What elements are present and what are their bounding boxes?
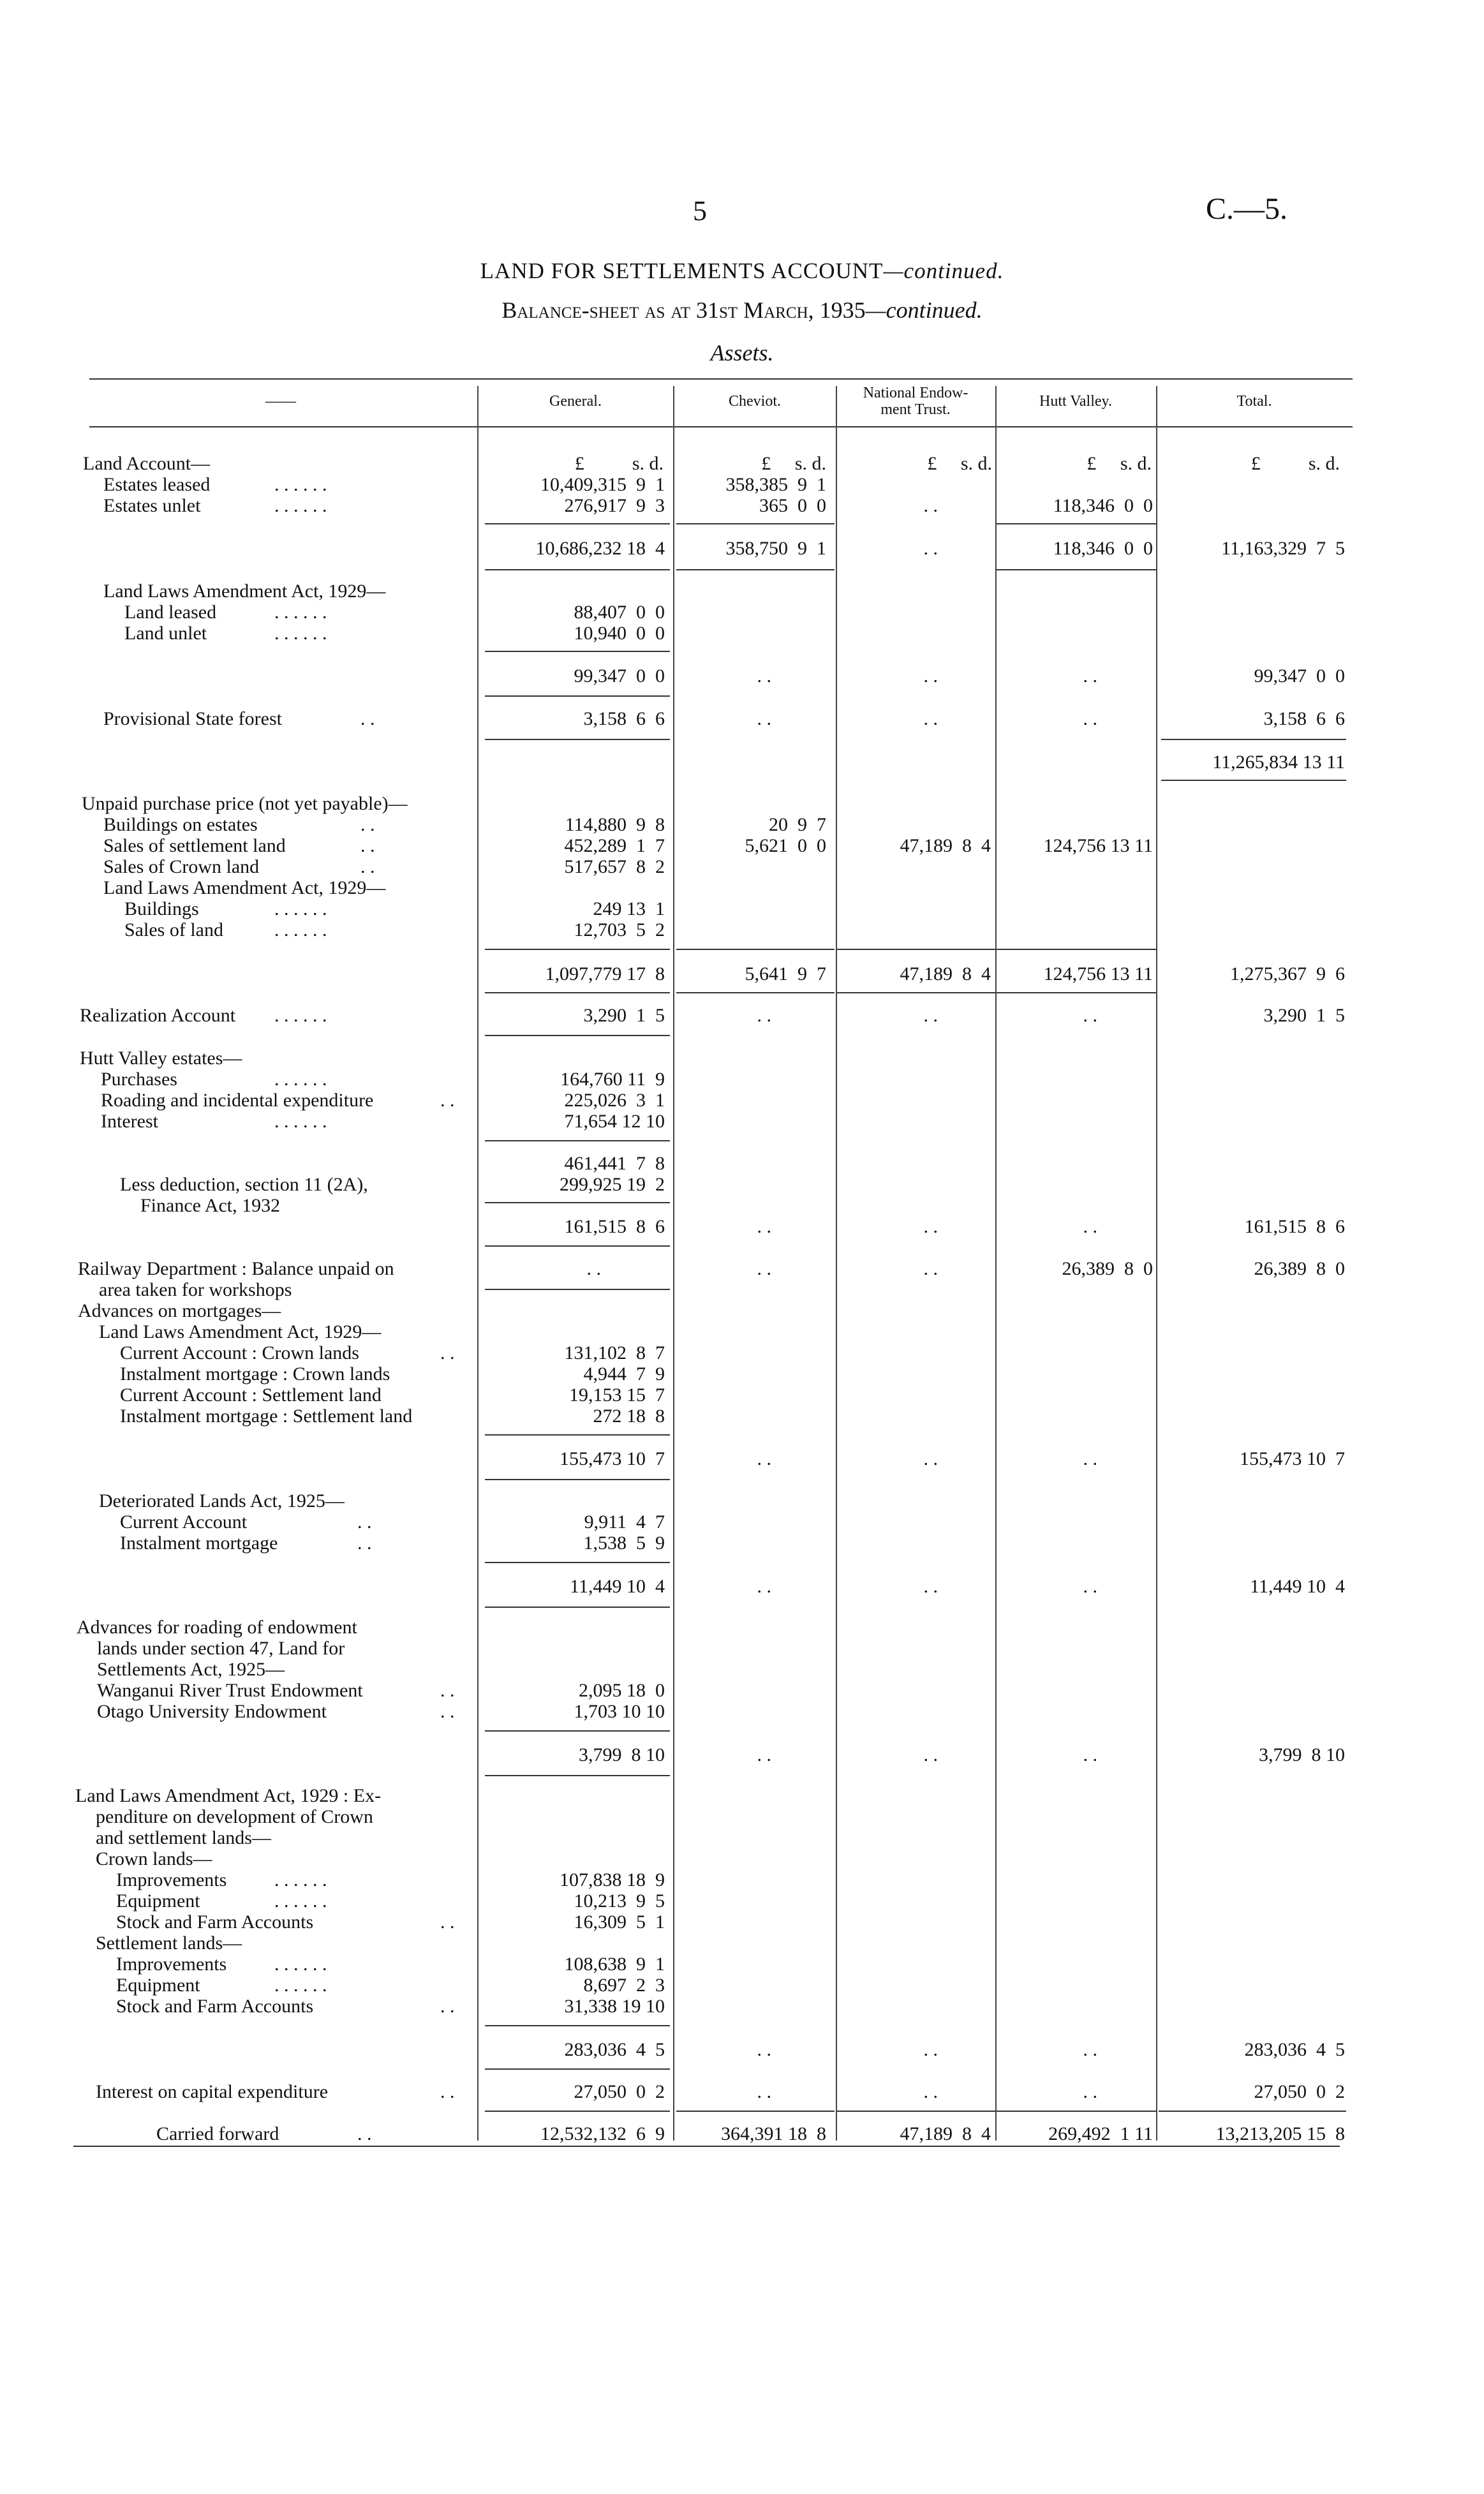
header-top-rule (89, 378, 1353, 380)
rule (997, 949, 1156, 950)
leader-dots: . . (360, 835, 375, 856)
title-sub (0, 297, 1484, 323)
hutt-mortgage: . . (1083, 1448, 1097, 1469)
cur-pound: £ (574, 453, 584, 474)
general-dev-sub: 283,036 4 5 (564, 2039, 665, 2060)
total-det-sub: 11,449 10 4 (1250, 1576, 1345, 1597)
rule (997, 992, 1156, 993)
label-improvements2: Improvements (116, 1954, 227, 1975)
title-sub-text: Balance-sheet as at 31st March, 1935 (501, 297, 866, 323)
label-adv-roading-2: lands under section 47, Land for (97, 1638, 345, 1659)
general-det-im: 1,538 5 9 (583, 1533, 665, 1554)
rule (485, 523, 670, 524)
label-realization: Realization Account (80, 1005, 236, 1026)
label-current-account: Current Account (120, 1511, 248, 1533)
general-railway: . . (586, 1258, 601, 1279)
cur-d: d. (812, 453, 826, 474)
cheviot-estates-unlet: 365 0 0 (759, 495, 826, 516)
leader-dots: . . (440, 1342, 455, 1363)
label-less-deduction-2: Finance Act, 1932 (140, 1195, 281, 1216)
national-unpaid-sub: 47,189 8 4 (900, 963, 991, 984)
general-carried-forward: 12,532,132 6 9 (540, 2123, 665, 2144)
label-equipment2: Equipment (116, 1975, 200, 1996)
label-interest: Interest (101, 1111, 158, 1132)
label-carried-forward: Carried forward (156, 2123, 279, 2144)
leader-dots: . . . . . . (274, 919, 327, 940)
rule (485, 1479, 670, 1480)
label-crown-lands: Crown lands— (96, 1848, 212, 1869)
general-det-ca: 9,911 4 7 (584, 1511, 665, 1533)
leader-dots: . . . . . . (274, 602, 327, 623)
general-im-crown: 4,944 7 9 (583, 1363, 665, 1384)
label-buildings: Buildings (124, 898, 199, 919)
page-number: 5 (693, 195, 707, 226)
label-ca-crown: Current Account : Crown lands (120, 1342, 359, 1363)
general-sl-improvements: 108,638 9 1 (564, 1954, 665, 1975)
general-cl-improvements: 107,838 18 9 (560, 1869, 665, 1890)
national-realization: . . (923, 1005, 938, 1026)
leader-dots: . . (357, 1533, 372, 1554)
cur-national (839, 453, 992, 474)
rule (676, 992, 835, 993)
cur-pound: £ (1087, 453, 1097, 474)
national-carried-forward: 47,189 8 4 (900, 2123, 991, 2144)
rule (837, 992, 995, 993)
total-unpaid-sub: 1,275,367 9 6 (1230, 963, 1345, 984)
header-national-endowment: National Endow-ment Trust. (863, 385, 968, 418)
total-interest-cap: 27,050 0 2 (1254, 2081, 1345, 2102)
national-hutt: . . (923, 1216, 938, 1237)
title-section: Assets. (710, 340, 774, 366)
general-buildings-estates: 114,880 9 8 (565, 814, 665, 835)
hutt-unpaid-sub: 124,756 13 11 (1043, 963, 1153, 984)
general-prov-forest: 3,158 6 6 (583, 708, 665, 729)
label-im-crown: Instalment mortgage : Crown lands (120, 1363, 390, 1384)
general-cl-equipment: 10,213 9 5 (574, 1890, 665, 1911)
cur-s: s. (960, 453, 973, 474)
leader-dots: . . (357, 1511, 372, 1533)
label-equipment: Equipment (116, 1890, 200, 1911)
label-sales-crown: Sales of Crown land (103, 856, 260, 877)
leader-dots: . . . . . . (274, 1111, 327, 1132)
total-land-sub: 11,163,329 7 5 (1221, 538, 1345, 559)
label-prov-forest: Provisional State forest (103, 708, 282, 729)
rule (997, 2111, 1156, 2112)
general-sales-crown: 517,657 8 2 (564, 856, 665, 877)
header-bottom-rule (89, 426, 1353, 427)
label-adv-roading-3: Settlements Act, 1925— (97, 1659, 285, 1680)
general-cl-stock: 16,309 5 1 (574, 1911, 665, 1933)
general-hutt-gross: 461,441 7 8 (564, 1153, 665, 1174)
header-cheviot: Cheviot. (729, 393, 781, 410)
general-sales-settlement: 452,289 1 7 (564, 835, 665, 856)
national-estates-unlet: . . (923, 495, 938, 516)
hutt-land-sub: 118,346 0 0 (1053, 538, 1153, 559)
hutt-det: . . (1083, 1576, 1097, 1597)
general-llaa-sub: 99,347 0 0 (574, 665, 665, 687)
leader-dots: . . . . . . (274, 495, 327, 516)
label-less-deduction-1: Less deduction, section 11 (2A), (120, 1174, 368, 1195)
label-estates-leased: Estates leased (103, 474, 211, 495)
col-line-5 (1156, 386, 1157, 2141)
general-buildings: 249 13 1 (593, 898, 665, 919)
rule (485, 949, 670, 950)
label-roading: Roading and incidental expenditure (101, 1090, 374, 1111)
cheviot-hutt: . . (757, 1216, 771, 1237)
leader-dots: . . (360, 856, 375, 877)
hutt-estates-unlet: 118,346 0 0 (1053, 495, 1153, 516)
total-land-total: 11,265,834 13 11 (1212, 752, 1345, 773)
total-railway: 26,389 8 0 (1254, 1258, 1345, 1279)
rule (485, 1202, 670, 1203)
national-land-sub: . . (923, 538, 938, 559)
leader-dots: . . (440, 2081, 455, 2102)
cheviot-adv: . . (757, 1744, 771, 1765)
cur-s: s. (632, 453, 644, 474)
general-estates-leased: 10,409,315 9 1 (540, 474, 665, 495)
label-sales-land: Sales of land (124, 919, 223, 940)
table-bottom-rule (73, 2146, 1340, 2147)
rule (1161, 739, 1346, 740)
general-det-sub: 11,449 10 4 (570, 1576, 665, 1597)
label-land-leased: Land leased (124, 602, 217, 623)
title-sub-suffix: —continued. (865, 297, 983, 323)
rule (1161, 780, 1346, 781)
col-line-1 (477, 386, 479, 2141)
rule (485, 1607, 670, 1608)
general-adv-sub: 3,799 8 10 (579, 1744, 665, 1765)
rule (485, 2111, 670, 2112)
rule (676, 949, 835, 950)
label-im-settlement: Instalment mortgage : Settlement land (120, 1406, 413, 1427)
rule (485, 1245, 670, 1247)
leader-dots: . . . . . . (274, 1954, 327, 1975)
label-ca-settlement: Current Account : Settlement land (120, 1384, 382, 1406)
leader-dots: . . (360, 708, 375, 729)
cheviot-dev: . . (757, 2039, 771, 2060)
label-instalment-mortgage: Instalment mortgage (120, 1533, 278, 1554)
rule (485, 695, 670, 697)
label-stock-farm: Stock and Farm Accounts (116, 1911, 314, 1933)
total-adv-sub: 3,799 8 10 (1259, 1744, 1345, 1765)
total-carried-forward: 13,213,205 15 8 (1215, 2123, 1345, 2144)
cheviot-realization: . . (757, 1005, 771, 1026)
rule (1159, 2111, 1346, 2112)
cur-pound: £ (1250, 453, 1261, 474)
label-llaa-1929: Land Laws Amendment Act, 1929— (103, 581, 386, 602)
label-railway-1: Railway Department : Balance unpaid on (78, 1258, 394, 1279)
total-realization: 3,290 1 5 (1263, 1005, 1345, 1026)
label-llaa-1929b: Land Laws Amendment Act, 1929— (103, 877, 386, 898)
title-main (0, 258, 1484, 284)
label-wanganui: Wanganui River Trust Endowment (97, 1680, 363, 1701)
label-advances-mortgages: Advances on mortgages— (78, 1300, 281, 1321)
cheviot-unpaid-sub: 5,641 9 7 (745, 963, 826, 984)
rule (485, 1434, 670, 1436)
general-land-unlet: 10,940 0 0 (574, 623, 665, 644)
total-hutt-net: 161,515 8 6 (1244, 1216, 1345, 1237)
leader-dots: . . (440, 1911, 455, 1933)
label-land-account: Land Account— (83, 453, 211, 474)
document-ref: C.—5. (1206, 192, 1288, 226)
national-railway: . . (923, 1258, 938, 1279)
general-sl-equipment: 8,697 2 3 (583, 1975, 665, 1996)
cheviot-estates-leased: 358,385 9 1 (725, 474, 826, 495)
general-estates-unlet: 276,917 9 3 (564, 495, 665, 516)
label-improvements: Improvements (116, 1869, 227, 1890)
national-llaa: . . (923, 665, 938, 687)
hutt-interest-cap: . . (1083, 2081, 1097, 2102)
label-llaa-dev-1: Land Laws Amendment Act, 1929 : Ex- (75, 1785, 382, 1806)
cur-pound: £ (927, 453, 937, 474)
header-hutt-valley: Hutt Valley. (1039, 393, 1112, 410)
rule (485, 992, 670, 993)
general-interest: 71,654 12 10 (564, 1111, 665, 1132)
cheviot-railway: . . (757, 1258, 771, 1279)
cur-hutt (998, 453, 1152, 474)
national-adv: . . (923, 1744, 938, 1765)
rule (485, 1775, 670, 1776)
cur-s: s. (1120, 453, 1132, 474)
cur-total (1161, 453, 1340, 474)
title-main-text: LAND FOR SETTLEMENTS ACCOUNT (480, 258, 884, 283)
leader-dots: . . . . . . (274, 474, 327, 495)
cheviot-det: . . (757, 1576, 771, 1597)
rule (997, 523, 1156, 524)
label-llaa-dev-3: and settlement lands— (96, 1827, 271, 1848)
general-deduction: 299,925 19 2 (560, 1174, 665, 1195)
general-land-leased: 88,407 0 0 (574, 602, 665, 623)
label-unpaid-purchase: Unpaid purchase price (not yet payable)— (82, 793, 408, 814)
cheviot-llaa: . . (757, 665, 771, 687)
label-llaa-1929c: Land Laws Amendment Act, 1929— (99, 1321, 382, 1342)
general-ca-settlement: 19,153 15 7 (569, 1384, 665, 1406)
general-unpaid-sub: 1,097,779 17 8 (545, 963, 665, 984)
cheviot-sales-settlement: 5,621 0 0 (745, 835, 826, 856)
cur-d: d. (649, 453, 664, 474)
leader-dots: . . (357, 2123, 372, 2144)
rule (485, 1140, 670, 1141)
general-land-sub: 10,686,232 18 4 (535, 538, 665, 559)
national-dev: . . (923, 2039, 938, 2060)
general-sl-stock: 31,338 19 10 (564, 1996, 665, 2017)
hutt-realization: . . (1083, 1005, 1097, 1026)
leader-dots: . . (440, 1701, 455, 1722)
leader-dots: . . (440, 1996, 455, 2017)
rule (676, 2111, 835, 2112)
label-settlement-lands: Settlement lands— (96, 1933, 242, 1954)
rule (837, 949, 995, 950)
rule (485, 1562, 670, 1563)
rule (485, 739, 670, 740)
col-line-4 (995, 386, 997, 2141)
cur-d: d. (1137, 453, 1152, 474)
label-railway-2: area taken for workshops (99, 1279, 292, 1300)
rule (676, 569, 835, 570)
rule (485, 1035, 670, 1036)
general-im-settlement: 272 18 8 (593, 1406, 665, 1427)
rule (485, 651, 670, 652)
cheviot-carried-forward: 364,391 18 8 (721, 2123, 826, 2144)
label-sales-settlement: Sales of settlement land (103, 835, 286, 856)
cheviot-buildings-estates: 20 9 7 (769, 814, 826, 835)
cur-cheviot (676, 453, 826, 474)
leader-dots: . . . . . . (274, 1069, 327, 1090)
leader-dots: . . (360, 814, 375, 835)
cur-pound: £ (761, 453, 771, 474)
rule (837, 2111, 995, 2112)
label-buildings-estates: Buildings on estates (103, 814, 258, 835)
label-stock-farm2: Stock and Farm Accounts (116, 1996, 314, 2017)
cur-general (485, 453, 664, 474)
cur-d: d. (977, 453, 992, 474)
title-main-suffix: —continued. (883, 258, 1004, 283)
national-mortgage: . . (923, 1448, 938, 1469)
col-line-2 (673, 386, 674, 2141)
cheviot-land-sub: 358,750 9 1 (725, 538, 826, 559)
general-realization: 3,290 1 5 (583, 1005, 665, 1026)
national-prov-forest: . . (923, 708, 938, 729)
total-prov-forest: 3,158 6 6 (1263, 708, 1345, 729)
general-ca-crown: 131,102 8 7 (564, 1342, 665, 1363)
label-llaa-dev-2: penditure on development of Crown (96, 1806, 373, 1827)
label-otago: Otago University Endowment (97, 1701, 327, 1722)
label-adv-roading-1: Advances for roading of endowment (77, 1617, 357, 1638)
leader-dots: . . . . . . (274, 1975, 327, 1996)
cur-s: s. (794, 453, 807, 474)
cheviot-mortgage: . . (757, 1448, 771, 1469)
hutt-adv: . . (1083, 1744, 1097, 1765)
total-dev-sub: 283,036 4 5 (1244, 2039, 1345, 2060)
general-interest-cap: 27,050 0 2 (574, 2081, 665, 2102)
national-det: . . (923, 1576, 938, 1597)
hutt-hutt: . . (1083, 1216, 1097, 1237)
cur-d: d. (1325, 453, 1340, 474)
leader-dots: . . . . . . (274, 1869, 327, 1890)
general-hutt-net: 161,515 8 6 (564, 1216, 665, 1237)
hutt-dev: . . (1083, 2039, 1097, 2060)
rule (485, 1289, 670, 1290)
hutt-prov-forest: . . (1083, 708, 1097, 729)
header-total: Total. (1236, 393, 1272, 410)
leader-dots: . . (440, 1090, 455, 1111)
general-wanganui: 2,095 18 0 (579, 1680, 665, 1701)
rule (485, 569, 670, 570)
cur-s: s. (1308, 453, 1321, 474)
national-unpaid: 47,189 8 4 (900, 835, 991, 856)
header-blank: —— (265, 393, 296, 410)
label-hutt-estates: Hutt Valley estates— (80, 1048, 242, 1069)
leader-dots: . . . . . . (274, 898, 327, 919)
hutt-carried-forward: 269,492 1 11 (1048, 2123, 1153, 2144)
general-purchases: 164,760 11 9 (560, 1069, 665, 1090)
total-llaa-sub: 99,347 0 0 (1254, 665, 1345, 687)
leader-dots: . . . . . . (274, 1890, 327, 1911)
label-estates-unlet: Estates unlet (103, 495, 201, 516)
leader-dots: . . . . . . (274, 623, 327, 644)
general-otago: 1,703 10 10 (574, 1701, 665, 1722)
total-mortgage-sub: 155,473 10 7 (1240, 1448, 1345, 1469)
cheviot-interest-cap: . . (757, 2081, 771, 2102)
label-interest-capital: Interest on capital expenditure (96, 2081, 329, 2102)
hutt-unpaid: 124,756 13 11 (1043, 835, 1153, 856)
rule (485, 2025, 670, 2026)
col-line-3 (836, 386, 837, 2141)
national-interest-cap: . . (923, 2081, 938, 2102)
rule (485, 1730, 670, 1732)
label-land-unlet: Land unlet (124, 623, 207, 644)
general-sales-land: 12,703 5 2 (574, 919, 665, 940)
leader-dots: . . . . . . (274, 1005, 327, 1026)
header-general: General. (549, 393, 602, 410)
label-deteriorated: Deteriorated Lands Act, 1925— (99, 1490, 345, 1511)
rule (485, 2068, 670, 2070)
leader-dots: . . (440, 1680, 455, 1701)
general-roading: 225,026 3 1 (564, 1090, 665, 1111)
hutt-llaa: . . (1083, 665, 1097, 687)
rule (676, 523, 835, 524)
label-purchases: Purchases (101, 1069, 177, 1090)
cheviot-prov-forest: . . (757, 708, 771, 729)
general-mortgage-sub: 155,473 10 7 (560, 1448, 665, 1469)
hutt-railway: 26,389 8 0 (1062, 1258, 1153, 1279)
rule (997, 569, 1156, 570)
